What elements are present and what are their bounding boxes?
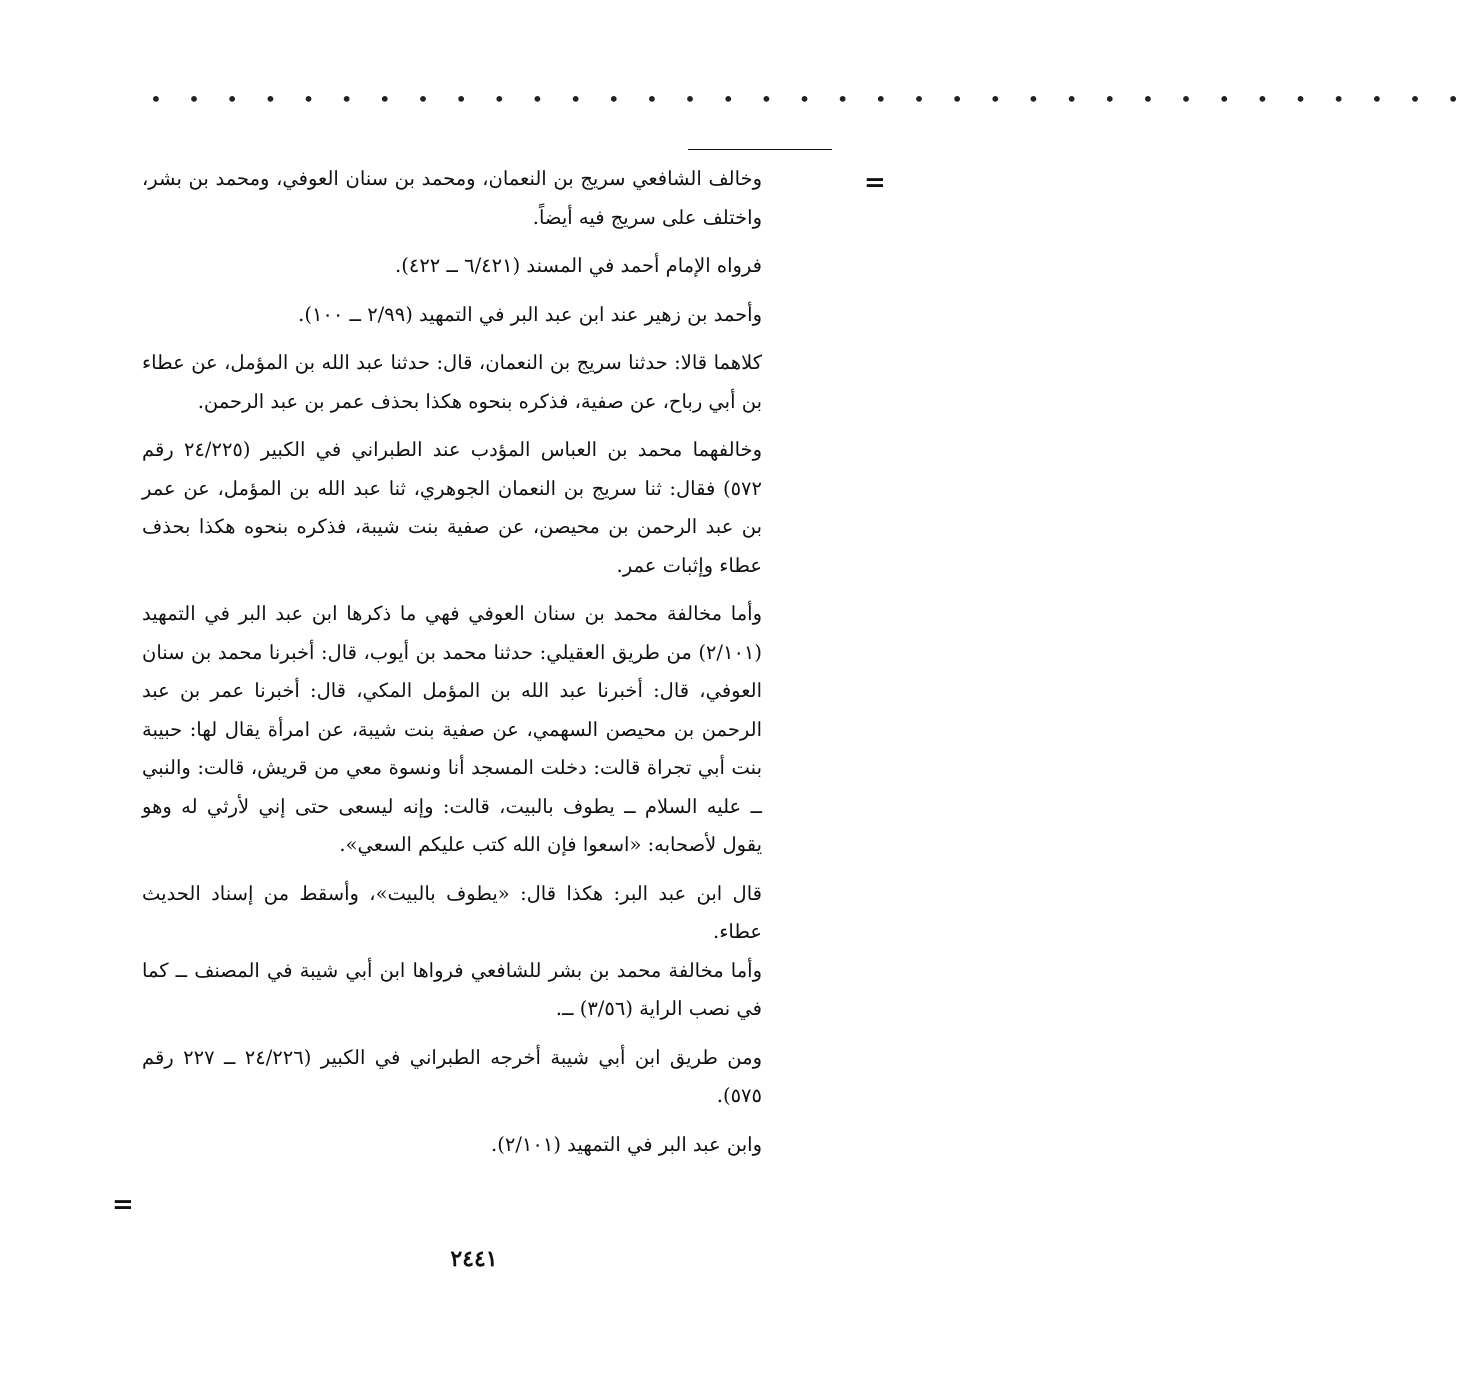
paragraph: وأما مخالفة محمد بن بشر للشافعي فرواها ابن أبي شيبة في المصنف ــ كما في نصب الراية (٣/٥٦) ــ.	[142, 958, 762, 1020]
paragraph: وابن عبد البر في التمهيد (٢/١٠١).	[491, 1132, 762, 1156]
paragraph: فرواه الإمام أحمد في المسند (٦/٤٢١ ــ ٤٢٢).	[395, 254, 762, 277]
paragraph: قال ابن عبد البر: هكذا قال: «يطوف بالبيت»، وأسقط من إسناد الحديث عطاء.	[142, 881, 762, 943]
paragraph: كلاهما قالا: حدثنا سريج بن النعمان، قال: حدثنا عبد الله بن المؤمل، عن عطاء بن أبي رباح، عن صفية، فذكره بنحوه هكذا بحذف عمر بن عبد الرحمن.	[142, 351, 762, 413]
paragraph: وأما مخالفة محمد بن سنان العوفي فهي ما ذكرها ابن عبد البر في التمهيد (٢/١٠١) من طريق العقيلي: حدثنا محمد بن أيوب، قال: أخبرنا محمد بن سنان العوفي، قال: أخبرنا عبد الله بن المؤمل المكي، قال: أخبرنا عمر بن عبد الرحمن بن محيصن السهمي، عن صفية بنت شيبة، عن امرأة يقال لها: حبيبة بنت أبي تجراة قالت: دخلت المسجد أنا ونسوة معي من قريش، قالت: والنبي ــ عليه السلام ــ يطوف بالبيت، قالت: وإنه ليسعى حتى إني لأرثي له وهو يقول لأصحابه: «اسعوا فإن الله كتب عليكم السعي».	[142, 602, 762, 856]
continuation-mark-top: =	[864, 168, 886, 198]
paragraph: وأحمد بن زهير عند ابن عبد البر في التمهيد (٢/٩٩ ــ ١٠٠).	[298, 302, 762, 326]
page-number: ٢٤٤١	[450, 1246, 498, 1272]
footnote-rule	[688, 149, 832, 150]
paragraph: ومن طريق ابن أبي شيبة أخرجه الطبراني في الكبير (٢٤/٢٢٦ ــ ٢٢٧ رقم ٥٧٥).	[142, 1045, 762, 1107]
footnote-body	[142, 160, 762, 1174]
paragraph: وخالفهما محمد بن العباس المؤدب عند الطبراني في الكبير (٢٤/٢٢٥ رقم ٥٧٢) فقال: ثنا سريج بن النعمان الجوهري، ثنا عبد الله بن المؤمل، عن عمر بن عبد الرحمن بن محيصن، عن صفية بنت شيبة، فذكره بنحوه هكذا بحذف عطاء وإثبات عمر.	[142, 438, 762, 577]
dotted-separator: • • • • • • • • • • • • • • • • • • • • • • • • • • • • • • • • • • •	[150, 87, 1469, 111]
paragraph: وخالف الشافعي سريج بن النعمان، ومحمد بن سنان العوفي، ومحمد بن بشر، واختلف على سريج فيه أيضاً.	[142, 167, 762, 229]
continuation-mark-bottom: =	[112, 1190, 134, 1220]
